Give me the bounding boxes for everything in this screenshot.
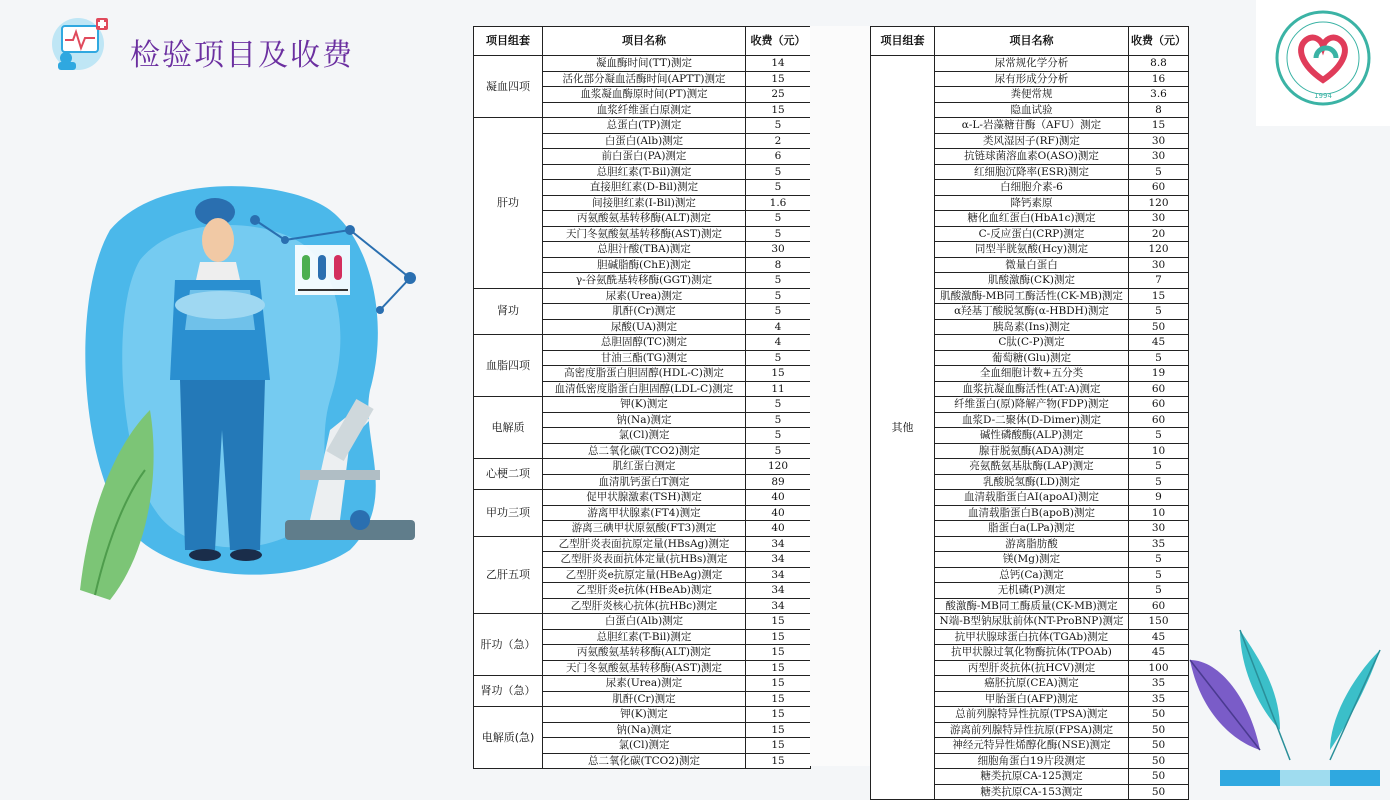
fee-cell: 5 [746,118,811,134]
fee-cell: 45 [1129,645,1189,661]
fee-cell: 15 [746,707,811,723]
nurse-illustration [70,170,420,610]
item-name-cell: γ-谷氨酰基转移酶(GGT)测定 [543,273,746,289]
fee-cell: 89 [746,474,811,490]
item-name-cell: 葡萄糖(Glu)测定 [935,350,1129,366]
item-name-cell: 钠(Na)测定 [543,722,746,738]
fee-cell: 100 [1129,660,1189,676]
item-name-cell: 肌酐(Cr)测定 [543,691,746,707]
item-name-cell: 天门冬氨酸氨基转移酶(AST)测定 [543,660,746,676]
leaf-decoration [1180,620,1390,786]
fee-cell: 120 [1129,195,1189,211]
fee-cell: 40 [746,490,811,506]
fee-cell: 5 [1129,428,1189,444]
item-name-cell: 尿素(Urea)测定 [543,288,746,304]
item-name-cell: 尿素(Urea)测定 [543,676,746,692]
page-title: 检验项目及收费 [130,38,354,73]
item-name-cell: 尿常规化学分析 [935,56,1129,72]
table-row [474,459,811,475]
item-name-cell: 神经元特异性烯醇化酶(NSE)测定 [935,738,1129,754]
fee-cell: 15 [746,676,811,692]
item-name-cell: 凝血酶时间(TT)测定 [543,56,746,72]
item-name-cell: 促甲状腺激素(TSH)测定 [543,490,746,506]
fee-cell: 5 [1129,552,1189,568]
group-name-cell: 肾功 [474,288,543,335]
fee-cell: 50 [1129,753,1189,769]
fee-cell: 15 [746,753,811,769]
divider-strip [810,26,870,766]
item-name-cell: 总胆汁酸(TBA)测定 [543,242,746,258]
item-name-cell: 总胆固醇(TC)测定 [543,335,746,351]
item-name-cell: 降钙素原 [935,195,1129,211]
logo-year: 1994 [1314,92,1332,100]
item-name-cell: 前白蛋白(PA)测定 [543,149,746,165]
item-name-cell: 乙型肝炎表面抗体定量(抗HBs)测定 [543,552,746,568]
fee-cell: 15 [746,629,811,645]
group-name-cell: 甲功三项 [474,490,543,537]
fee-cell: 19 [1129,366,1189,382]
fee-cell: 5 [746,288,811,304]
item-name-cell: N端-B型钠尿肽前体(NT-ProBNP)测定 [935,614,1129,630]
item-name-cell: C肽(C-P)测定 [935,335,1129,351]
table-row [474,707,811,723]
fee-cell: 5 [1129,474,1189,490]
fee-cell: 5 [746,412,811,428]
item-name-cell: 乙型肝炎e抗体(HBeAb)测定 [543,583,746,599]
table-row [474,335,811,351]
fee-cell: 5 [1129,459,1189,475]
group-name-cell: 凝血四项 [474,56,543,118]
group-name-cell: 心梗二项 [474,459,543,490]
fee-cell: 10 [1129,443,1189,459]
item-name-cell: 钾(K)测定 [543,707,746,723]
table-row [474,397,811,413]
fee-cell: 5 [746,397,811,413]
header-item: 项目名称 [543,27,746,56]
item-name-cell: 甲胎蛋白(AFP)测定 [935,691,1129,707]
fee-cell: 30 [1129,521,1189,537]
fee-cell: 60 [1129,180,1189,196]
item-name-cell: 活化部分凝血活酶时间(APTT)测定 [543,71,746,87]
item-name-cell: 腺苷脱氨酶(ADA)测定 [935,443,1129,459]
item-name-cell: 总胆红素(T-Bil)测定 [543,629,746,645]
fee-cell: 34 [746,567,811,583]
item-name-cell: 氯(Cl)测定 [543,428,746,444]
fee-cell: 50 [1129,319,1189,335]
item-name-cell: 游离脂肪酸 [935,536,1129,552]
item-name-cell: 镁(Mg)测定 [935,552,1129,568]
item-name-cell: 血清肌钙蛋白T测定 [543,474,746,490]
item-name-cell: 抗链球菌溶血素O(ASO)测定 [935,149,1129,165]
item-name-cell: 丙氨酸氨基转移酶(ALT)测定 [543,645,746,661]
fee-cell: 5 [1129,583,1189,599]
header-item: 项目名称 [935,27,1129,56]
fee-cell: 50 [1129,707,1189,723]
fee-cell: 5 [746,226,811,242]
fee-cell: 15 [746,366,811,382]
fee-cell: 8 [1129,102,1189,118]
item-name-cell: 游离甲状腺素(FT4)测定 [543,505,746,521]
fee-cell: 30 [1129,149,1189,165]
item-name-cell: 类风湿因子(RF)测定 [935,133,1129,149]
table-row [474,118,811,134]
fee-cell: 5 [746,273,811,289]
fee-cell: 50 [1129,722,1189,738]
item-name-cell: 肌红蛋白测定 [543,459,746,475]
fee-cell: 15 [1129,288,1189,304]
item-name-cell: 天门冬氨酸氨基转移酶(AST)测定 [543,226,746,242]
item-name-cell: 总二氧化碳(TCO2)测定 [543,443,746,459]
item-name-cell: 胰岛素(Ins)测定 [935,319,1129,335]
fee-cell: 15 [746,102,811,118]
item-name-cell: 脂蛋白a(LPa)测定 [935,521,1129,537]
item-name-cell: 高密度脂蛋白胆固醇(HDL-C)测定 [543,366,746,382]
fee-cell: 50 [1129,769,1189,785]
item-name-cell: 白蛋白(Alb)测定 [543,133,746,149]
item-name-cell: 游离前列腺特异性抗原(FPSA)测定 [935,722,1129,738]
fee-cell: 30 [1129,211,1189,227]
item-name-cell: 总胆红素(T-Bil)测定 [543,164,746,180]
item-name-cell: 氯(Cl)测定 [543,738,746,754]
item-name-cell: 乙型肝炎表面抗原定量(HBsAg)测定 [543,536,746,552]
item-name-cell: 总钙(Ca)测定 [935,567,1129,583]
item-name-cell: 肌酐(Cr)测定 [543,304,746,320]
fee-cell: 50 [1129,738,1189,754]
fee-cell: 16 [1129,71,1189,87]
item-name-cell: 纤维蛋白(原)降解产物(FDP)测定 [935,397,1129,413]
item-name-cell: 间接胆红素(I-Bil)测定 [543,195,746,211]
item-name-cell: 全血细胞计数+五分类 [935,366,1129,382]
fee-cell: 15 [746,738,811,754]
left-fee-table [473,26,810,769]
fee-cell: 5 [1129,350,1189,366]
item-name-cell: 尿酸(UA)测定 [543,319,746,335]
fee-cell: 40 [746,505,811,521]
fee-cell: 9 [1129,490,1189,506]
item-name-cell: 肌酸激酶(CK)测定 [935,273,1129,289]
table-row [474,536,811,552]
fee-cell: 10 [1129,505,1189,521]
group-name-cell: 电解质 [474,397,543,459]
fee-cell: 5 [746,350,811,366]
item-name-cell: 隐血试验 [935,102,1129,118]
fee-cell: 60 [1129,397,1189,413]
fee-cell: 35 [1129,676,1189,692]
fee-cell: 20 [1129,226,1189,242]
fee-cell: 5 [746,304,811,320]
fee-cell: 25 [746,87,811,103]
fee-cell: 30 [746,242,811,258]
item-name-cell: 总前列腺特异性抗原(TPSA)测定 [935,707,1129,723]
item-name-cell: 血浆抗凝血酶活性(AT:A)测定 [935,381,1129,397]
fee-cell: 5 [1129,164,1189,180]
fee-cell: 5 [746,180,811,196]
header-group: 项目组套 [871,27,935,56]
item-name-cell: 钾(K)测定 [543,397,746,413]
fee-cell: 30 [1129,257,1189,273]
fee-cell: 34 [746,552,811,568]
item-name-cell: 白细胞介素-6 [935,180,1129,196]
item-name-cell: 血浆纤维蛋白原测定 [543,102,746,118]
fee-cell: 45 [1129,335,1189,351]
item-name-cell: 酸激酶-MB同工酶质量(CK-MB)测定 [935,598,1129,614]
table-row [474,56,811,72]
item-name-cell: 碱性磷酸酶(ALP)测定 [935,428,1129,444]
item-name-cell: 游离三碘甲状原氨酸(FT3)测定 [543,521,746,537]
item-name-cell: C-反应蛋白(CRP)测定 [935,226,1129,242]
item-name-cell: 亮氨酰氨基肽酶(LAP)测定 [935,459,1129,475]
table-row [871,56,1189,72]
item-name-cell: 丙氨酸氨基转移酶(ALT)测定 [543,211,746,227]
fee-cell: 120 [1129,242,1189,258]
group-name-cell: 其他 [871,56,935,800]
fee-cell: 5 [1129,304,1189,320]
item-name-cell: 糖化血红蛋白(HbA1c)测定 [935,211,1129,227]
fee-cell: 60 [1129,412,1189,428]
fee-cell: 4 [746,335,811,351]
item-name-cell: 糖类抗原CA-153测定 [935,784,1129,800]
fee-cell: 30 [1129,133,1189,149]
item-name-cell: 尿有形成分分析 [935,71,1129,87]
item-name-cell: 糖类抗原CA-125测定 [935,769,1129,785]
item-name-cell: 血清载脂蛋白AI(apoAI)测定 [935,490,1129,506]
fee-cell: 15 [746,691,811,707]
fee-cell: 15 [746,614,811,630]
header-group: 项目组套 [474,27,543,56]
fee-cell: 60 [1129,381,1189,397]
hospital-logo [1256,0,1390,126]
item-name-cell: 血浆D-二聚体(D-Dimer)测定 [935,412,1129,428]
fee-cell: 120 [746,459,811,475]
fee-cell: 5 [746,428,811,444]
header-fee: 收费（元） [1129,27,1189,56]
group-name-cell: 肾功（急） [474,676,543,707]
group-name-cell: 肝功 [474,118,543,289]
item-name-cell: 乙型肝炎核心抗体(抗HBc)测定 [543,598,746,614]
item-name-cell: 抗甲状腺过氧化物酶抗体(TPOAb) [935,645,1129,661]
item-name-cell: 白蛋白(Alb)测定 [543,614,746,630]
item-name-cell: 血清载脂蛋白B(apoB)测定 [935,505,1129,521]
fee-cell: 35 [1129,691,1189,707]
fee-cell: 11 [746,381,811,397]
fee-cell: 15 [1129,118,1189,134]
fee-cell: 45 [1129,629,1189,645]
fee-cell: 14 [746,56,811,72]
fee-cell: 35 [1129,536,1189,552]
group-name-cell: 电解质(急) [474,707,543,769]
item-name-cell: 总二氧化碳(TCO2)测定 [543,753,746,769]
fee-cell: 150 [1129,614,1189,630]
fee-cell: 6 [746,149,811,165]
fee-cell: 34 [746,583,811,599]
fee-cell: 2 [746,133,811,149]
table-row [474,288,811,304]
item-name-cell: 癌胚抗原(CEA)测定 [935,676,1129,692]
table-row [474,676,811,692]
item-name-cell: 胆碱脂酶(ChE)测定 [543,257,746,273]
fee-cell: 5 [746,443,811,459]
item-name-cell: 细胞角蛋白19片段测定 [935,753,1129,769]
item-name-cell: 钠(Na)测定 [543,412,746,428]
group-name-cell: 肝功（急） [474,614,543,676]
fee-cell: 4 [746,319,811,335]
item-name-cell: 肌酸激酶-MB同工酶活性(CK-MB)测定 [935,288,1129,304]
fee-cell: 15 [746,71,811,87]
fee-cell: 8 [746,257,811,273]
fee-cell: 15 [746,660,811,676]
fee-cell: 5 [1129,567,1189,583]
fee-cell: 60 [1129,598,1189,614]
item-name-cell: 抗甲状腺球蛋白抗体(TGAb)测定 [935,629,1129,645]
group-name-cell: 血脂四项 [474,335,543,397]
fee-cell: 7 [1129,273,1189,289]
table-row [474,490,811,506]
item-name-cell: 乳酸脱氢酶(LD)测定 [935,474,1129,490]
item-name-cell: 甘油三酯(TG)测定 [543,350,746,366]
hospital-seal-icon [1256,0,1390,126]
fee-cell: 5 [746,164,811,180]
fee-cell: 40 [746,521,811,537]
header-fee: 收费（元） [746,27,811,56]
fee-cell: 3.6 [1129,87,1189,103]
item-name-cell: 丙型肝炎抗体(抗HCV)测定 [935,660,1129,676]
item-name-cell: α-L-岩藻糖苷酶（AFU）测定 [935,118,1129,134]
table-row [474,614,811,630]
item-name-cell: 红细胞沉降率(ESR)测定 [935,164,1129,180]
fee-cell: 34 [746,598,811,614]
item-name-cell: 总蛋白(TP)测定 [543,118,746,134]
fee-cell: 15 [746,722,811,738]
item-name-cell: α羟基丁酸脱氢酶(α-HBDH)测定 [935,304,1129,320]
group-name-cell: 乙肝五项 [474,536,543,614]
item-name-cell: 同型半胱氨酸(Hcy)测定 [935,242,1129,258]
fee-cell: 5 [746,211,811,227]
fee-cell: 50 [1129,784,1189,800]
right-fee-table [870,26,1188,800]
item-name-cell: 乙型肝炎e抗原定量(HBeAg)测定 [543,567,746,583]
item-name-cell: 血浆凝血酶原时间(PT)测定 [543,87,746,103]
item-name-cell: 无机磷(P)测定 [935,583,1129,599]
item-name-cell: 粪便常规 [935,87,1129,103]
item-name-cell: 微量白蛋白 [935,257,1129,273]
fee-cell: 1.6 [746,195,811,211]
fee-cell: 15 [746,645,811,661]
fee-cell: 8.8 [1129,56,1189,72]
fee-cell: 34 [746,536,811,552]
item-name-cell: 直接胆红素(D-Bil)测定 [543,180,746,196]
item-name-cell: 血清低密度脂蛋白胆固醇(LDL-C)测定 [543,381,746,397]
medical-monitor-icon [48,12,116,72]
